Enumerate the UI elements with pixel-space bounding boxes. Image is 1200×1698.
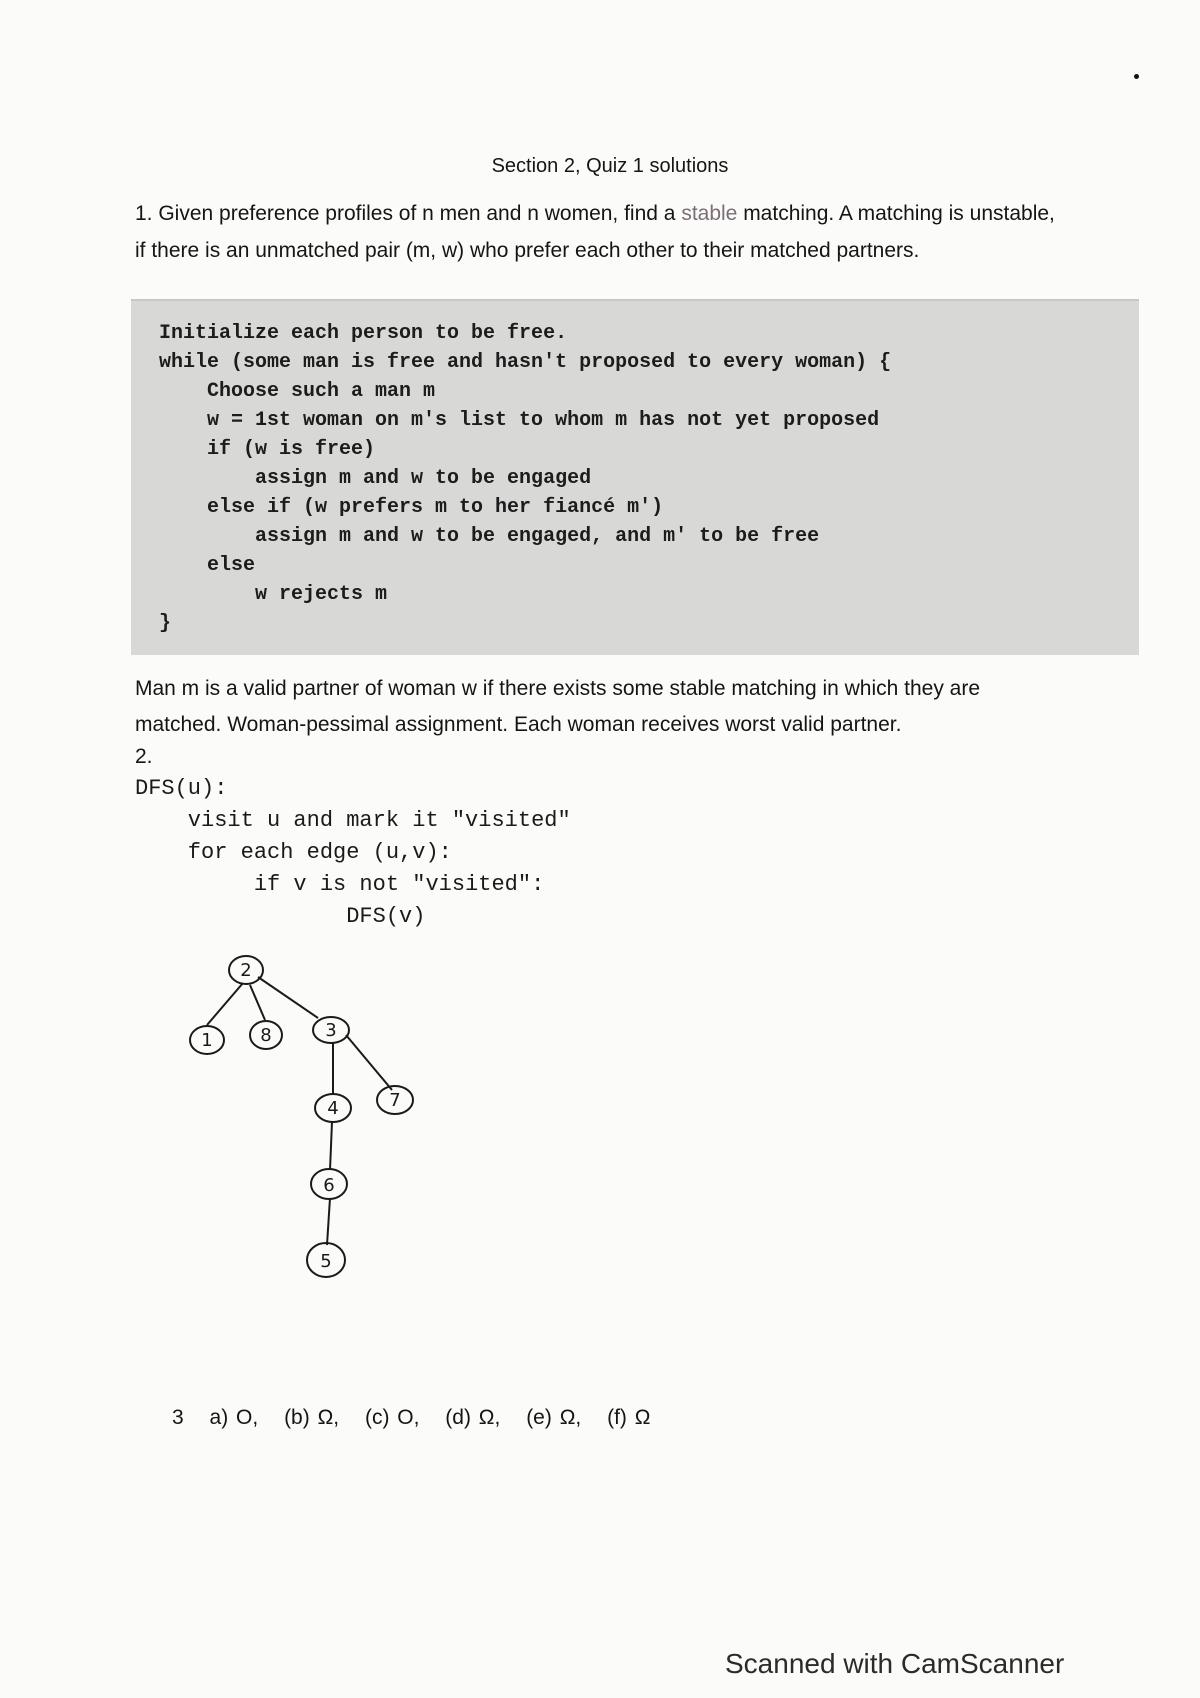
- question-1-highlight: stable: [681, 202, 738, 225]
- tree-edge: [327, 1198, 330, 1245]
- code-line: assign m and w to be engaged: [159, 467, 592, 490]
- code-line: Initialize each person to be free.: [159, 322, 568, 345]
- tree-node-4: 4: [327, 1098, 339, 1119]
- answer-f: (f) Ω: [607, 1406, 651, 1429]
- dfs-line: visit u and mark it "visited": [135, 808, 571, 833]
- answer-e: (e) Ω,: [526, 1406, 582, 1429]
- code-line: while (some man is free and hasn't proposed to every woman) {: [159, 351, 892, 374]
- dfs-line: for each edge (u,v):: [135, 840, 452, 865]
- code-line: Choose such a man m: [159, 380, 436, 403]
- code-line: w rejects m: [159, 583, 388, 606]
- tree-edge: [330, 1122, 332, 1170]
- answer-d: (d) Ω,: [445, 1406, 501, 1429]
- dfs-pseudocode: [135, 773, 571, 933]
- answer-b: (b) Ω,: [284, 1406, 340, 1429]
- dfs-line: DFS(u):: [135, 776, 228, 801]
- question-1-prefix: 1. Given preference profiles of n men and n women, find a: [135, 202, 682, 225]
- answer-c: (c) O,: [364, 1406, 420, 1429]
- question-3-answers: [172, 1406, 668, 1430]
- dfs-line: if v is not "visited":: [135, 872, 545, 897]
- tree-edge: [250, 985, 265, 1020]
- valid-partner-text: [135, 671, 1065, 743]
- answer-a: a) O,: [209, 1406, 259, 1429]
- tree-node-2: 2: [240, 960, 252, 981]
- woman-pessimal-note: Woman-pessimal assignment. Each woman receives worst valid partner.: [221, 713, 902, 736]
- question-3-number: 3: [172, 1406, 184, 1429]
- scan-speck: [1134, 74, 1139, 79]
- tree-node-3: 3: [325, 1020, 337, 1041]
- tree-node-1: 1: [201, 1030, 213, 1051]
- code-line: }: [159, 612, 172, 635]
- tree-edge: [346, 1035, 392, 1090]
- code-line: w = 1st woman on m's list to whom m has not yet proposed: [159, 409, 880, 432]
- question-1-text: [135, 195, 1055, 269]
- dfs-tree-diagram: [170, 955, 450, 1285]
- code-line: else if (w prefers m to her fiancé m'): [159, 496, 664, 519]
- camscanner-watermark: Scanned with CamScanner: [725, 1648, 1065, 1679]
- tree-edge: [207, 983, 243, 1025]
- code-line: if (w is free): [159, 438, 376, 461]
- question-1-suffix: matching. A matching is unstable, if there is an unmatched pair (m, w) who prefer each other to their matched partners.: [135, 202, 1055, 262]
- valid-partner-definition: Man m is a valid partner of woman w if there exists some stable matching in which they are matched.: [135, 677, 981, 736]
- algorithm-code: [159, 319, 891, 638]
- tree-edge: [258, 977, 318, 1018]
- tree-node-7: 7: [389, 1090, 401, 1111]
- question-2-number: 2.: [135, 745, 153, 768]
- code-line: else: [159, 554, 256, 577]
- dfs-line: DFS(v): [135, 904, 426, 929]
- algorithm-code-box: [131, 299, 1139, 655]
- page-title: Section 2, Quiz 1 solutions: [491, 155, 729, 177]
- tree-node-8: 8: [260, 1025, 272, 1046]
- code-line: assign m and w to be engaged, and m' to be free: [159, 525, 820, 548]
- tree-node-5: 5: [320, 1251, 332, 1272]
- tree-node-6: 6: [323, 1175, 335, 1196]
